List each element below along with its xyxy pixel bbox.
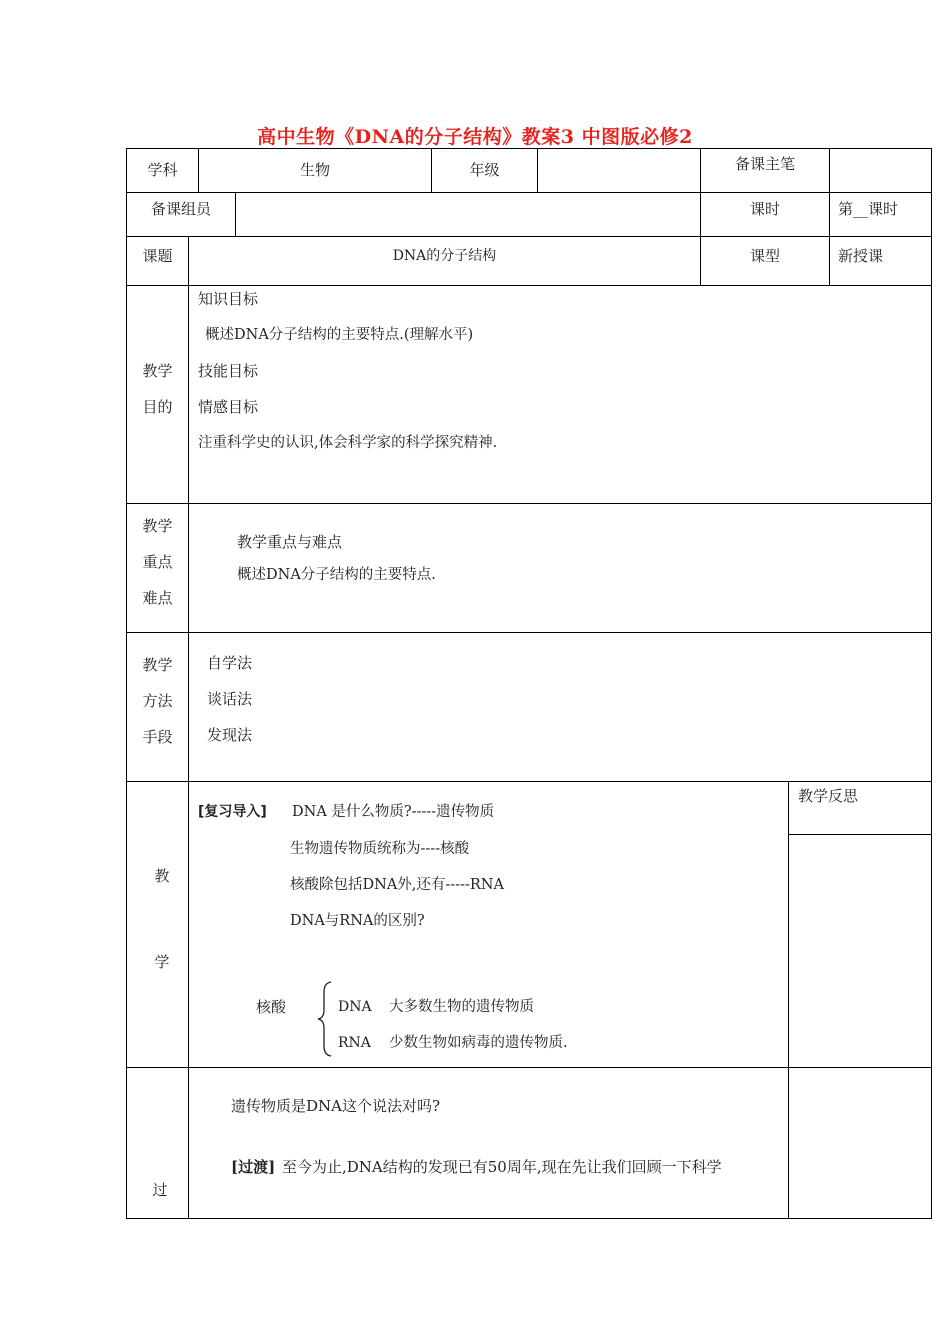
type-value: 新授课 (838, 247, 884, 265)
reflection-label: 教学反思 (798, 787, 859, 805)
subject-label: 学科 (147, 161, 178, 179)
review-line: 生物遗传物质统称为----核酸 (290, 841, 470, 857)
transition-text: 至今为止,DNA结构的发现已有50周年,现在先让我们回顾一下科学 (282, 1158, 722, 1176)
lead-writer-label: 备课主笔 (734, 155, 795, 173)
review-line: DNA 是什么物质?-----遗传物质 (292, 804, 495, 820)
nucleic-label: 核酸 (256, 998, 287, 1016)
objective-line: 概述DNA分子结构的主要特点.(理解水平) (205, 327, 474, 343)
keypoint-line: 概述DNA分子结构的主要特点. (237, 567, 436, 583)
objectives-label-2: 目的 (142, 398, 173, 416)
keypoints-label-1: 教学 (142, 517, 173, 535)
objective-line: 技能目标 (198, 362, 259, 380)
keypoints-label-2: 重点 (142, 553, 173, 571)
objectives-label-1: 教学 (142, 362, 173, 380)
subject-value: 生物 (299, 161, 330, 179)
objective-line: 知识目标 (198, 290, 259, 308)
nucleic-item-desc: 大多数生物的遗传物质 (389, 999, 534, 1015)
curly-brace-icon (316, 980, 334, 1058)
document-title: 高中生物《DNA的分子结构》教案3 中图版必修2 (257, 126, 693, 148)
topic-label: 课题 (142, 247, 173, 265)
method-line: 自学法 (207, 654, 253, 672)
process-label-2: 学 (154, 953, 170, 971)
keypoint-line: 教学重点与难点 (237, 533, 343, 551)
review-line: DNA与RNA的区别? (290, 913, 425, 929)
nucleic-item-name: DNA (338, 999, 372, 1015)
objective-line: 注重科学史的认识,体会科学家的科学探究精神. (198, 435, 498, 451)
review-line: 核酸除包括DNA外,还有-----RNA (290, 877, 504, 893)
methods-label-2: 方法 (142, 692, 173, 710)
period-value: 第__课时 (838, 200, 899, 218)
transition-tag: [过渡] (231, 1158, 276, 1176)
process-label-1: 教 (154, 867, 170, 885)
grade-label: 年级 (469, 161, 500, 179)
process-label-3: 过 (152, 1181, 168, 1199)
method-line: 谈话法 (207, 690, 253, 708)
methods-label-3: 手段 (142, 728, 173, 746)
method-line: 发现法 (207, 726, 253, 744)
keypoints-label-3: 难点 (142, 589, 173, 607)
nucleic-item-name: RNA (338, 1035, 371, 1051)
question-text: 遗传物质是DNA这个说法对吗? (231, 1097, 441, 1115)
methods-label-1: 教学 (142, 656, 173, 674)
nucleic-item-desc: 少数生物如病毒的遗传物质. (389, 1035, 568, 1051)
objective-line: 情感目标 (198, 398, 259, 416)
topic-value: DNA的分子结构 (392, 248, 497, 264)
type-label: 课型 (749, 247, 780, 265)
review-tag: [复习导入] (198, 804, 267, 820)
group-members-label: 备课组员 (150, 200, 211, 218)
period-label: 课时 (749, 200, 780, 218)
